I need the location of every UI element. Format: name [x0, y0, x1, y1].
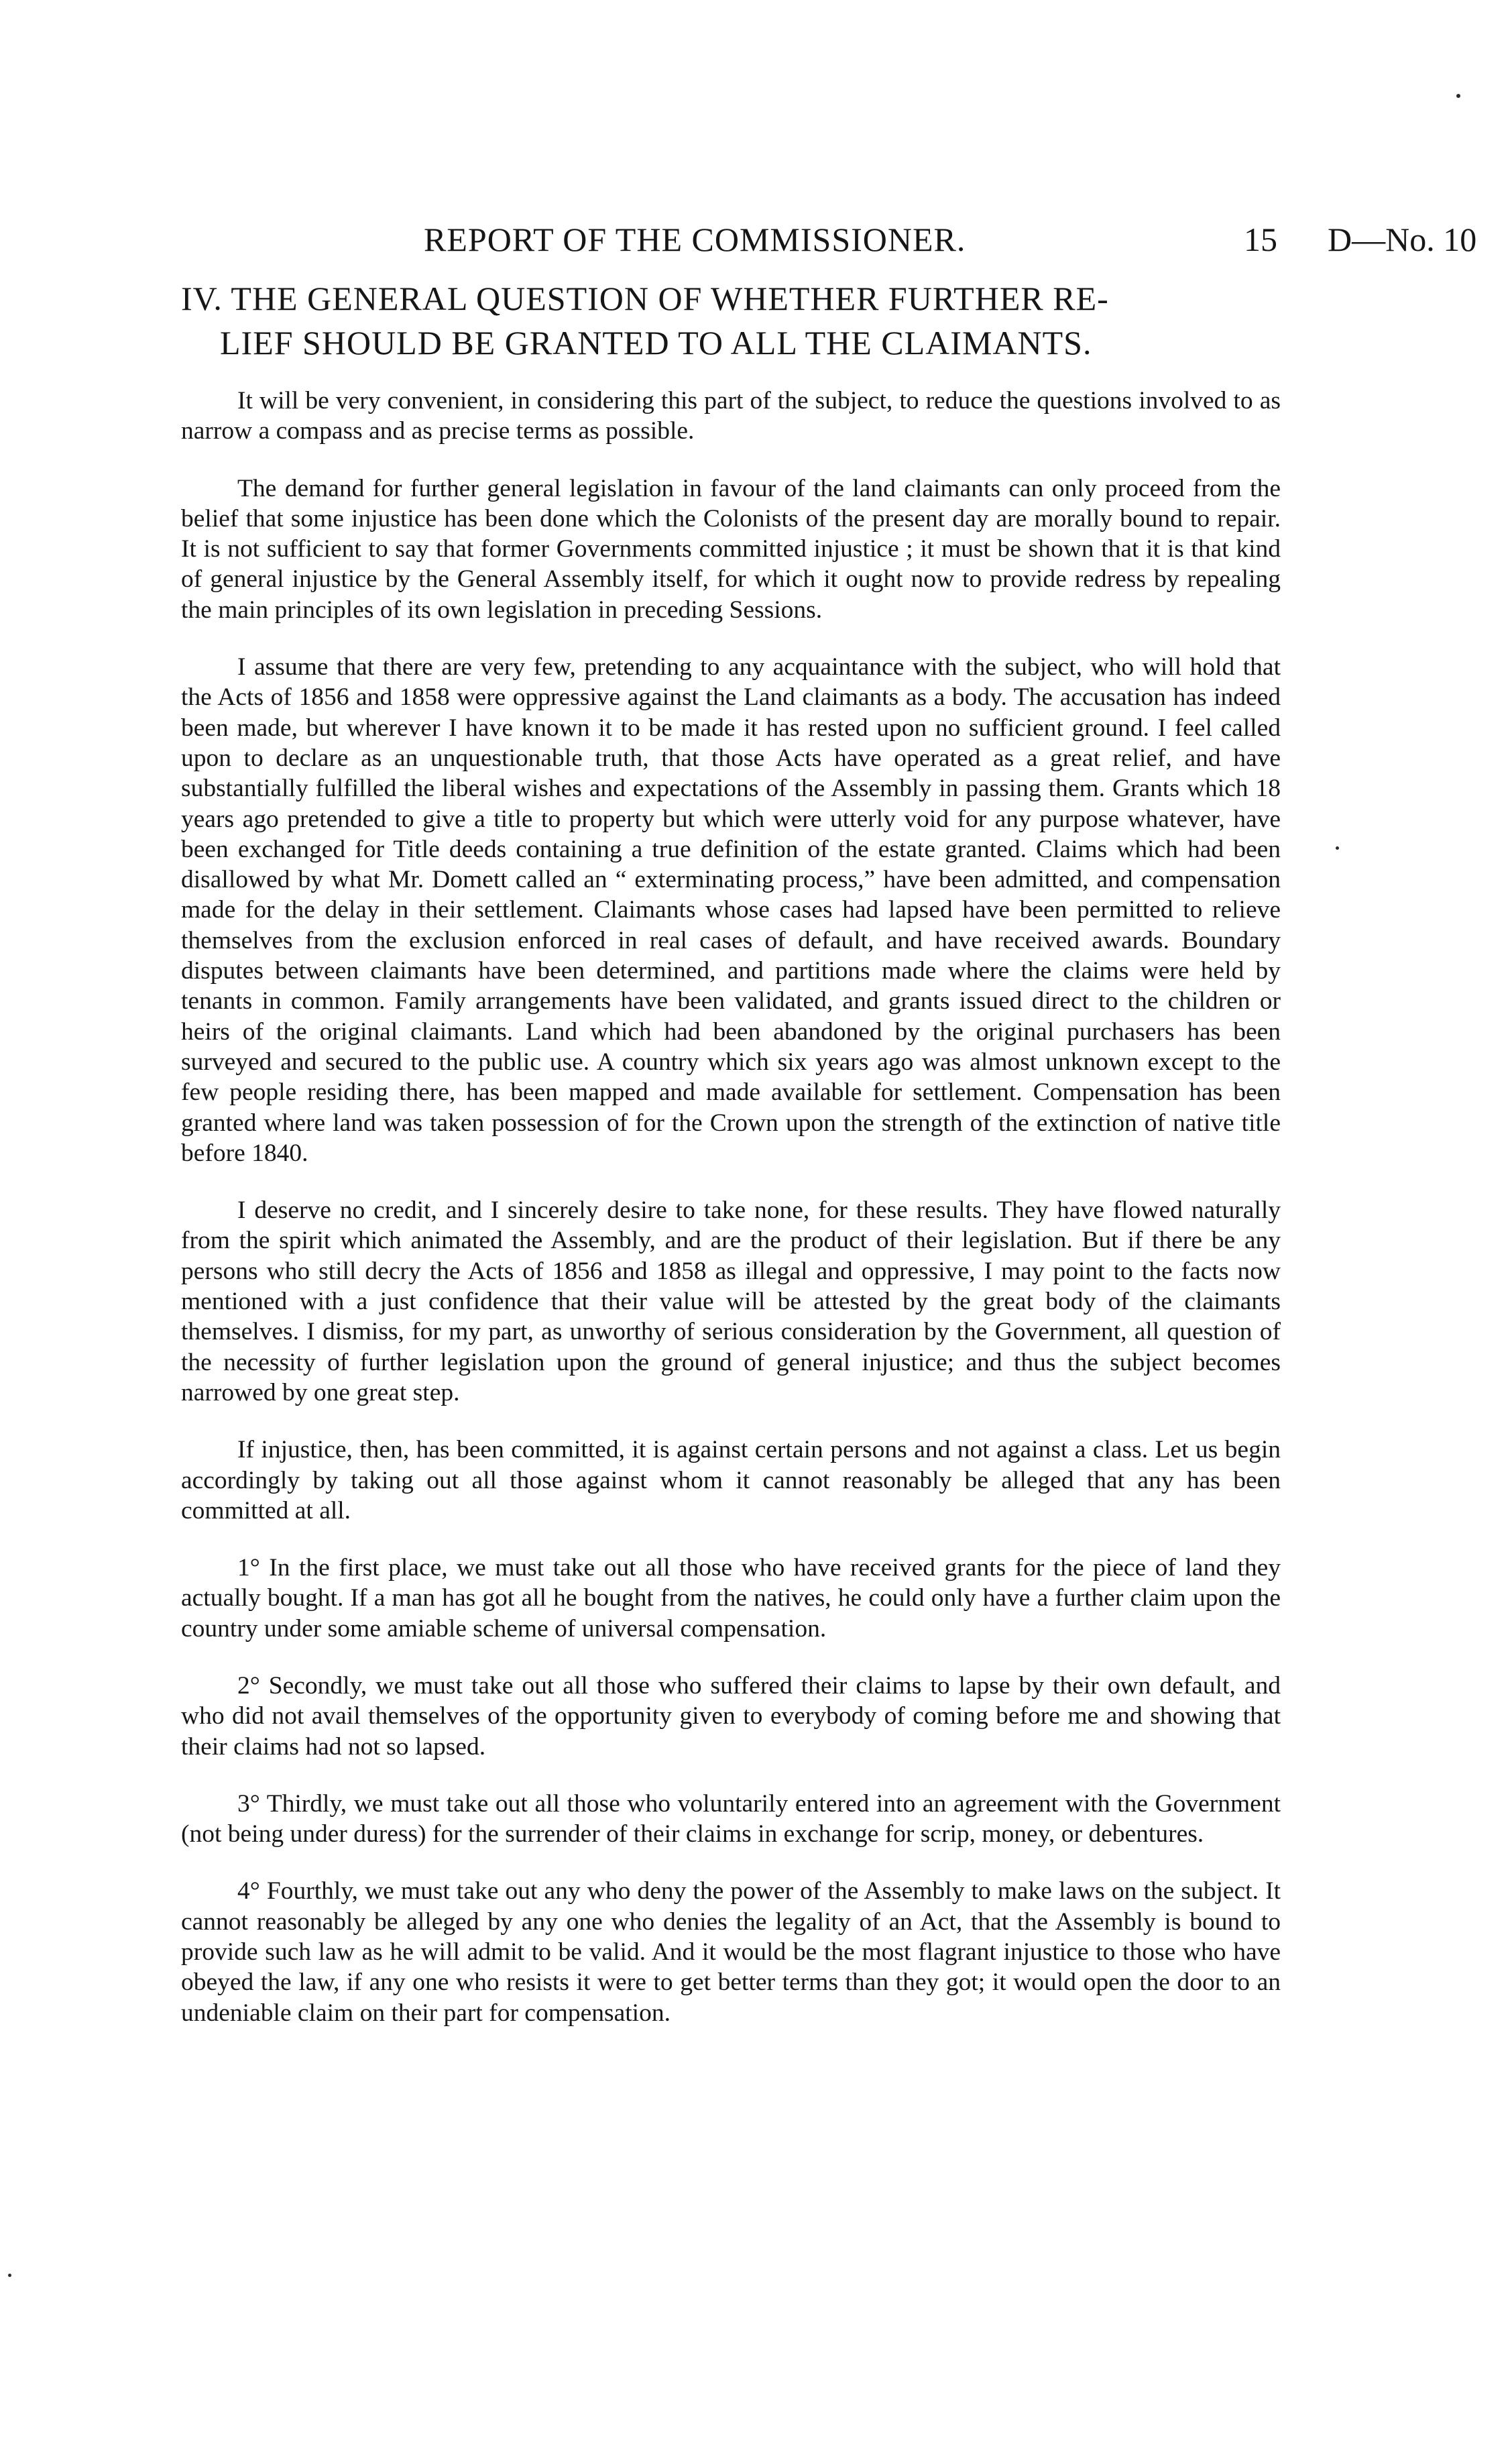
stray-ink-mark: [1456, 94, 1460, 98]
body-text: [181, 386, 1281, 2055]
numbered-paragraph: 1° In the first place, we must take out all those who have received grants for the piece of land they actually bought. If a man has got all he bought from the natives, he could only have a further claim upon the country under some amiable scheme of universal compensation.: [181, 1554, 1281, 1643]
section-heading: [181, 276, 1287, 365]
stray-ink-mark: [1336, 846, 1339, 850]
running-title: REPORT OF THE COMMISSIONER.: [424, 221, 966, 258]
numbered-paragraph: 2° Secondly, we must take out all those who suffered their claims to lapse by their own default, and who did not avail themselves of the opportunity given to everybody of coming before me and showing that their claims had not so lapsed.: [181, 1671, 1281, 1761]
paragraph: It will be very convenient, in considering this part of the subject, to reduce the questions involved to as narrow a compass and as precise terms as possible.: [181, 387, 1281, 445]
numbered-paragraph: 4° Fourthly, we must take out any who deny the power of the Assembly to make laws on the subject. It cannot reasonably be alleged by any one who denies the legality of an Act, that the Assembly is bound to provide such law as he will admit to be valid. And it would be the most flagrant injustice to those who have obeyed the law, if any one who resists it were to get better terms than they got; it would open the door to an undeniable claim on their part for compensation.: [181, 1877, 1281, 2027]
section-heading-line-1: IV. THE GENERAL QUESTION OF WHETHER FURTHER RE-: [181, 280, 1109, 317]
page-header: [0, 220, 1512, 267]
document-reference: D—No. 10: [1328, 221, 1477, 258]
stray-ink-mark: [8, 2274, 11, 2277]
numbered-paragraph: 3° Thirdly, we must take out all those who voluntarily entered into an agreement with the Government (not being under duress) for the surrender of their claims in exchange for scrip, money, or debentures.: [181, 1789, 1281, 1848]
paragraph: If injustice, then, has been committed, it is against certain persons and not against a class. Let us begin accordingly by taking out all those against whom it cannot reasonably be alleged that any has been committed at all.: [181, 1436, 1281, 1524]
paragraph: I assume that there are very few, pretending to any acquaintance with the subject, who will hold that the Acts of 1856 and 1858 were oppressive against the Land claimants as a body. The accusation has indeed been made, but wherever I have known it to be made it has rested upon no sufficient ground. I feel called upon to declare as an unquestionable truth, that those Acts have operated as a great relief, and have substantially fulfilled the liberal wishes and expectations of the Assembly in passing them. Grants which 18 years ago pretended to give a title to property but which were utterly void for any purpose whatever, have been exchanged for Title deeds containing a true definition of the estate granted. Claims which had been disallowed by what Mr. Domett called an “ exterminating process,” have been admitted, and compensation made for the delay in their settlement. Claimants whose cases had lapsed have been permitted to relieve themselves from the exclusion enforced in real cases of default, and have received awards. Boundary disputes between claimants have been determined, and partitions made where the claims were held by tenants in common. Family arrangements have been validated, and grants issued direct to the children or heirs of the original claimants. Land which had been abandoned by the original purchasers has been surveyed and secured to the public use. A country which six years ago was almost unknown except to the few people residing there, has been mapped and made available for settlement. Compensation has been granted where land was taken possession of for the Crown upon the strength of the extinction of native title before 1840.: [181, 653, 1281, 1167]
paragraph: I deserve no credit, and I sincerely desire to take none, for these results. They have flowed naturally from the spirit which animated the Assembly, and are the product of their legislation. But if there be any persons who still decry the Acts of 1856 and 1858 as illegal and oppressive, I may point to the facts now mentioned with a just confidence that their value will be attested by the great body of the claimants themselves. I dismiss, for my part, as unworthy of serious consideration by the Government, all question of the necessity of further legislation upon the ground of general injustice; and thus the subject becomes narrowed by one great step.: [181, 1197, 1281, 1406]
page-number: 15: [1244, 221, 1277, 258]
section-heading-line-2: LIEF SHOULD BE GRANTED TO ALL THE CLAIMANTS.: [220, 324, 1092, 362]
paragraph: The demand for further general legislation in favour of the land claimants can only proceed from the belief that some injustice has been done which the Colonists of the present day are morally bound to repair. It is not sufficient to say that former Governments committed injustice ; it must be shown that it is that kind of general injustice by the General Assembly itself, for which it ought now to provide redress by repealing the main principles of its own legislation in preceding Sessions.: [181, 474, 1281, 624]
